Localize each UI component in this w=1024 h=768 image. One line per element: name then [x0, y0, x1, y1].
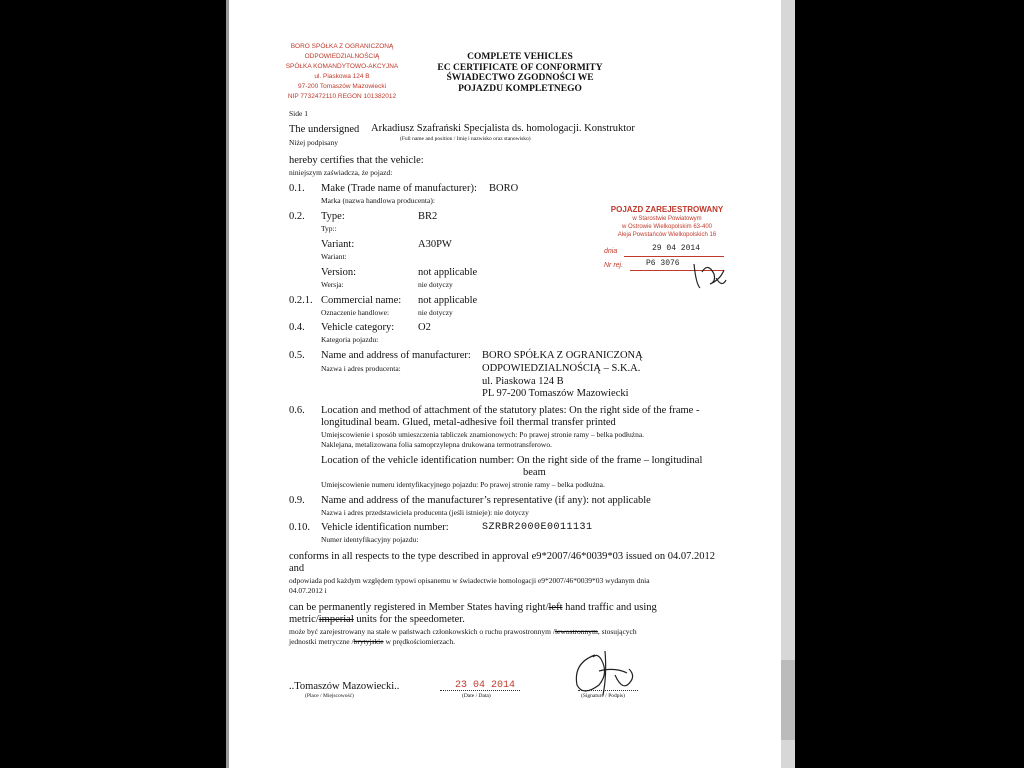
undersigned-note: (Full name and position / Imię i nazwisko oraz stanowisko)	[400, 136, 531, 142]
field-number: 0.4.	[289, 322, 305, 333]
title-line: ŚWIADECTWO ZGODNOŚCI WE	[446, 73, 594, 83]
text-span: can be permanently registered in Member States having right/	[289, 602, 549, 613]
plates-location-pl: Umiejscowienie i sposób umieszczenia tabliczek znamionowych: Po prawej stronie ramy – belka podłużna.	[321, 430, 645, 439]
stamp-line: SPÓŁKA KOMANDYTOWO-AKCYJNA	[285, 63, 399, 70]
reg-stamp-title: POJAZD ZAREJESTROWANY	[610, 205, 724, 214]
signature	[565, 645, 645, 700]
vin-value: SZRBR2000E0011131	[482, 522, 593, 533]
version-value-pl: nie dotyczy	[418, 280, 453, 289]
vin-label: Vehicle identification number:	[321, 522, 449, 533]
version-label-pl: Wersja:	[321, 280, 344, 289]
representative-pl: Nazwa i adres przedstawiciela producenta (jeśli istnieje): nie dotyczy	[321, 508, 529, 517]
variant-label-pl: Wariant:	[321, 252, 347, 261]
field-number: 0.6.	[289, 405, 305, 416]
reg-stamp-line: w Ostrowie Wielkopolskim 63-400	[621, 224, 713, 230]
version-value: not applicable	[418, 267, 478, 278]
variant-value: A30PW	[418, 239, 452, 250]
make-label: Make (Trade name of manufacturer):	[321, 183, 477, 194]
certifies-en: hereby certifies that the vehicle:	[289, 155, 424, 166]
text-span: metric/	[289, 614, 319, 625]
field-number: 0.5.	[289, 350, 305, 361]
date-note: (Date / Data)	[462, 693, 491, 699]
category-label: Vehicle category:	[321, 322, 395, 333]
page-right-shadow	[781, 660, 795, 740]
reg-date-line	[624, 256, 724, 257]
registration-en	[289, 614, 465, 626]
field-number: 0.1.	[289, 183, 305, 194]
conforms-en: conforms in all respects to the type described in approval e9*2007/46*0039*03 issued on 04.07.2012	[289, 551, 716, 562]
undersigned-name: Arkadiusz Szafrański Specjalista ds. homologacji. Konstruktor	[371, 123, 635, 134]
undersigned-label: The undersigned	[289, 124, 360, 135]
plates-location-en: longitudinal beam. Glued, metal-adhesive foil thermal transfer printed	[321, 417, 616, 428]
text-span: w prędkościomierzach.	[383, 637, 456, 646]
reg-stamp-line: Aleja Powstańców Wielkopolskich 16	[617, 232, 717, 238]
commercial-name-value: not applicable	[418, 295, 478, 306]
vin-location-en: beam	[523, 467, 546, 478]
signature-note: (Signature / Podpis)	[581, 693, 625, 699]
stamp-line: BORO SPÓŁKA Z OGRANICZONĄ ODPOWIEDZIALNOŚCIĄ	[290, 43, 394, 60]
conforms-en: and	[289, 563, 305, 574]
page-right-edge	[781, 0, 795, 768]
text-span: jednostki metryczne /	[289, 637, 354, 646]
registration-en	[289, 602, 657, 614]
manufacturer-address-line: ODPOWIEDZIALNOŚCIĄ – S.K.A.	[482, 363, 641, 374]
manufacturer-address-line: BORO SPÓŁKA Z OGRANICZONĄ	[482, 350, 643, 361]
text-span: units for the speedometer.	[353, 614, 465, 625]
registration-pl	[289, 637, 455, 646]
struck-text: brytyjskie	[353, 637, 384, 646]
category-label-pl: Kategoria pojazdu:	[321, 335, 379, 344]
reg-initials-signature	[690, 258, 730, 294]
make-label-pl: Marka (nazwa handlowa producenta):	[321, 196, 435, 205]
text-span: hand traffic and using	[562, 602, 657, 613]
plates-location-en: Location and method of attachment of the statutory plates: On the right side of the frame -	[321, 405, 700, 416]
manufacturer-label: Name and address of manufacturer:	[321, 350, 471, 361]
variant-label: Variant:	[321, 239, 355, 250]
manufacturer-address-line: PL 97-200 Tomaszów Mazowiecki	[482, 388, 629, 399]
type-label-pl: Typ::	[321, 224, 337, 233]
reg-date-value: 29 04 2014	[652, 244, 701, 253]
type-label: Type:	[321, 211, 345, 222]
date-value: 23 04 2014	[455, 680, 516, 691]
field-number: 0.2.	[289, 211, 305, 222]
side-label: Side 1	[289, 109, 308, 118]
vin-location-pl: Umiejscowienie numeru identyfikacyjnego pojazdu: Po prawej stronie ramy – belka podłużna.	[321, 480, 605, 489]
stamp-line: NIP 7732472110 REGON 101382012	[287, 93, 397, 100]
representative-en: Name and address of the manufacturer’s representative (if any): not applicable	[321, 495, 651, 506]
field-number: 0.9.	[289, 495, 305, 506]
reg-stamp-line: w Starostwie Powiatowym	[632, 216, 702, 222]
manufacturer-address-line: ul. Piaskowa 124 B	[482, 376, 564, 387]
conforms-pl: odpowiada pod każdym względem typowi opisanemu w świadectwie homologacji e9*2007/46*0039*03 wydanym dnia	[289, 576, 650, 585]
title-line: POJAZDU KOMPLETNEGO	[458, 83, 582, 94]
certifies-pl: niniejszym zaświadcza, że pojazd:	[289, 168, 393, 177]
struck-text: imperial	[318, 614, 354, 625]
reg-date-label: dnia	[604, 248, 618, 255]
version-label: Version:	[321, 267, 356, 278]
title-line: COMPLETE VEHICLES	[467, 52, 573, 62]
place-note: (Place / Miejscowość)	[305, 693, 354, 699]
category-value: O2	[418, 322, 431, 333]
stamp-line: ul. Piaskowa 124 B	[314, 73, 370, 80]
commercial-name-label-pl: Oznaczenie handlowe:	[321, 308, 390, 317]
make-value: BORO	[489, 183, 519, 194]
commercial-name-label: Commercial name:	[321, 295, 402, 306]
text-span: , stosujących	[597, 627, 637, 636]
stamp-line: 97-200 Tomaszów Mazowiecki	[297, 83, 387, 90]
struck-text: left	[548, 602, 563, 613]
place-value: ..Tomaszów Mazowiecki..	[289, 681, 400, 692]
title-line: EC CERTIFICATE OF CONFORMITY	[437, 62, 603, 73]
vin-location-en: Location of the vehicle identification number: On the right side of the frame – longitudinal	[321, 455, 703, 466]
struck-text: lewostronnym	[554, 627, 598, 636]
conforms-pl: 04.07.2012 i	[289, 586, 327, 595]
registration-pl	[289, 627, 637, 636]
field-number: 0.2.1.	[289, 295, 313, 306]
commercial-name-value-pl: nie dotyczy	[418, 308, 453, 317]
reg-number-label: Nr rej.	[604, 262, 624, 269]
plates-location-pl: Naklejana, metalizowana folia samoprzylepna drukowana termotransferowo.	[321, 440, 552, 449]
reg-number-value: P6 3076	[646, 259, 680, 268]
manufacturer-label-pl: Nazwa i adres producenta:	[321, 364, 401, 373]
company-stamp	[267, 42, 417, 102]
field-number: 0.10.	[289, 522, 310, 533]
vin-label-pl: Numer identyfikacyjny pojazdu:	[321, 535, 419, 544]
type-value: BR2	[418, 211, 438, 222]
text-span: może być zarejestrowany na stałe w państwach członkowskich o ruchu prawostronnym /	[289, 627, 555, 636]
undersigned-pl: Niżej podpisany	[289, 138, 338, 147]
document-title	[420, 52, 620, 94]
